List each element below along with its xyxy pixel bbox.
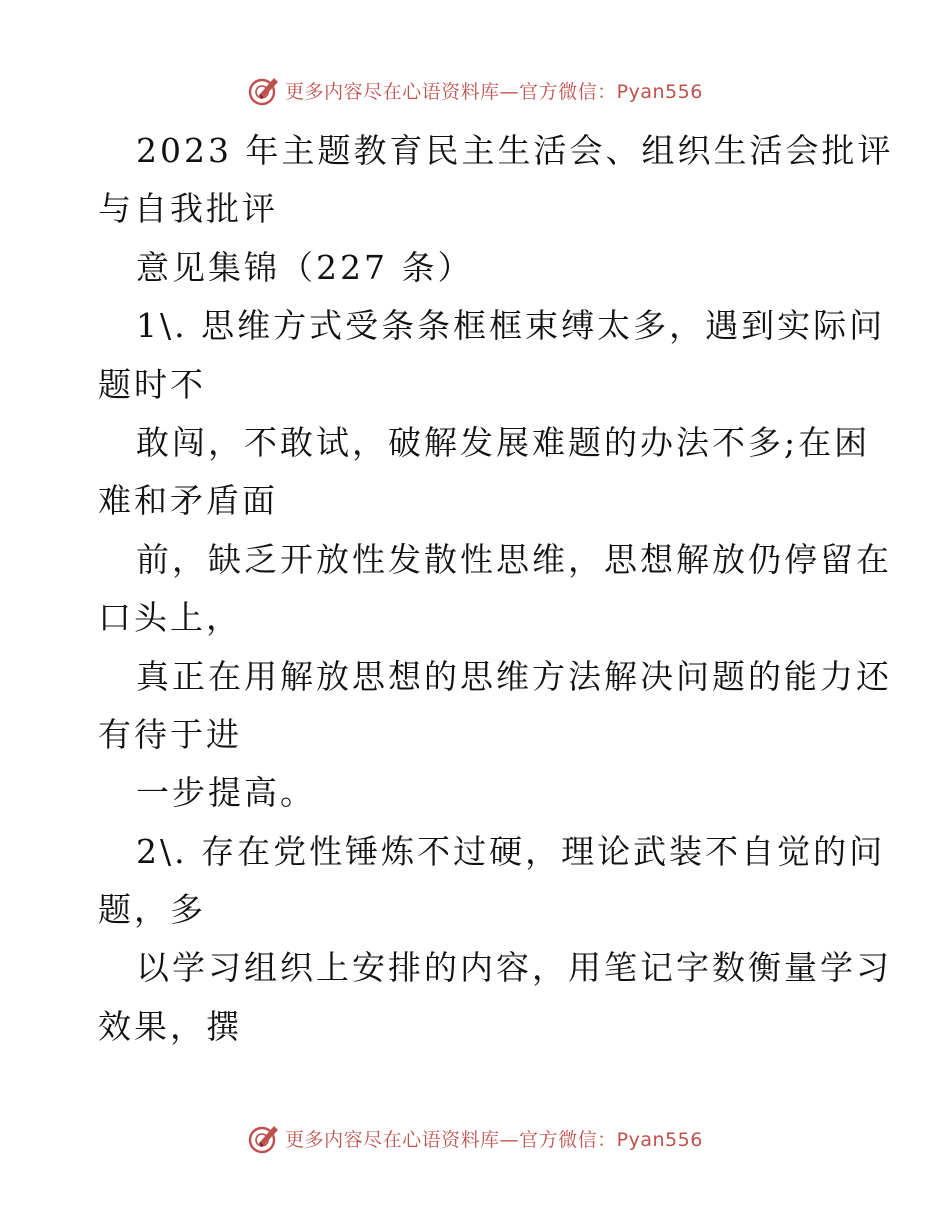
pen-logo-icon xyxy=(247,1121,281,1155)
watermark-text: 更多内容尽在心语资料库—官方微信：Pyan556 xyxy=(285,80,703,103)
text-line: 有待于进 xyxy=(98,714,242,754)
text-line: 敢闯，不敢试，破解发展难题的办法不多;在困 xyxy=(136,422,871,462)
text-line: 一步提高。 xyxy=(136,773,316,813)
text-line: 意见集锦（227 条） xyxy=(136,247,474,287)
text-line: 效果，撰 xyxy=(98,1006,242,1046)
document-body xyxy=(98,122,894,1056)
footer-watermark xyxy=(0,1118,950,1158)
text-line: 难和矛盾面 xyxy=(98,481,278,521)
text-line: 前，缺乏开放性发散性思维，思想解放仍停留在 xyxy=(136,539,892,579)
text-line: 2\. 存在党性锤炼不过硬，理论武装不自觉的问 xyxy=(136,831,886,871)
text-line: 口头上， xyxy=(98,598,242,638)
text-line: 题，多 xyxy=(98,890,206,930)
text-line: 1\. 思维方式受条条框框束缚太多，遇到实际问 xyxy=(136,306,886,346)
text-line: 真正在用解放思想的思维方法解决问题的能力还 xyxy=(136,656,892,696)
text-line: 题时不 xyxy=(98,364,206,404)
text-line: 以学习组织上安排的内容，用笔记字数衡量学习 xyxy=(136,948,892,988)
text-line: 2023 年主题教育民主生活会、组织生活会批评 xyxy=(136,131,894,170)
text-line: 与自我批评 xyxy=(98,189,278,229)
pen-logo-icon xyxy=(247,73,281,107)
header-watermark xyxy=(0,70,950,110)
watermark-text: 更多内容尽在心语资料库—官方微信：Pyan556 xyxy=(285,1128,703,1151)
